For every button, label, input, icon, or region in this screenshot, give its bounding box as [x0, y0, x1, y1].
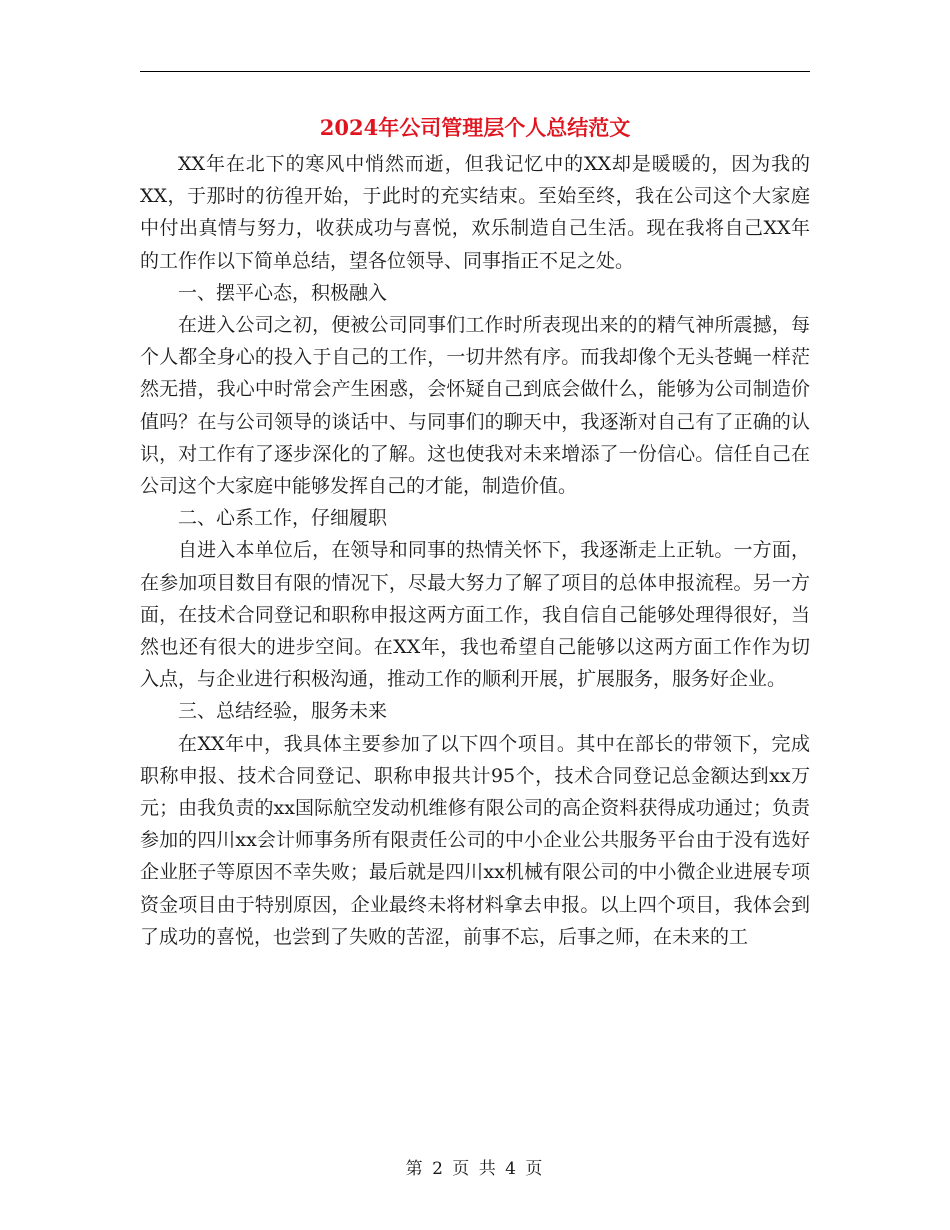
section-heading-2: 二、心系工作，仔细履职	[178, 507, 388, 530]
section-2-paragraph: 自进入本单位后，在领导和同事的热情关怀下，我逐渐走上正轨。一方面，在参加项目数目有限的情况下，尽最大努力了解了项目的总体申报流程。另一方面，在技术合同登记和职称申报这两方面工作，我自信自己能够处理得很好，当然也还有很大的进步空间。在XX年，我也希望自己能够以这两方面工作作为切入点，与企业进行积极沟通，推动工作的顺利开展，扩展服务，服务好企业。	[140, 539, 810, 691]
header-rule	[140, 71, 810, 72]
document-body	[140, 148, 810, 953]
section-heading-1: 一、摆平心态，积极融入	[178, 281, 388, 304]
section-heading-3: 三、总结经验，服务未来	[178, 700, 388, 723]
intro-paragraph: XX年在北下的寒风中悄然而逝，但我记忆中的XX却是暖暖的，因为我的XX，于那时的彷徨开始，于此时的充实结束。至始至终，我在公司这个大家庭中付出真情与努力，收获成功与喜悦，欢乐制造自己生活。现在我将自己XX年的工作作以下简单总结，望各位领导、同事指正不足之处。	[140, 153, 810, 272]
section-1-paragraph: 在进入公司之初，便被公司同事们工作时所表现出来的的精气神所震撼，每个人都全身心的投入于自己的工作，一切井然有序。而我却像个无头苍蝇一样茫然无措，我心中时常会产生困惑，会怀疑自己到底会做什么，能够为公司制造价值吗？在与公司领导的谈话中、与同事们的聊天中，我逐渐对自己有了正确的认识，对工作有了逐步深化的了解。这也使我对未来增添了一份信心。信任自己在公司这个大家庭中能够发挥自己的才能，制造价值。	[140, 314, 810, 498]
page-number-footer: 第 2 页 共 4 页	[405, 1159, 545, 1179]
section-3-paragraph: 在XX年中，我具体主要参加了以下四个项目。其中在部长的带领下，完成职称申报、技术合同登记、职称申报共计95个，技术合同登记总金额达到xx万元；由我负责的xx国际航空发动机维修有限公司的高企资料获得成功通过；负责参加的四川xx会计师事务所有限责任公司的中小企业公共服务平台由于没有选好企业胚子等原因不幸失败；最后就是四川xx机械有限公司的中小微企业进展专项资金项目由于特别原因，企业最终未将材料拿去申报。以上四个项目，我体会到了成功的喜悦，也尝到了失败的苦涩，前事不忘，后事之师，在未来的工	[140, 732, 810, 948]
document-title: 2024年公司管理层个人总结范文	[319, 115, 631, 140]
